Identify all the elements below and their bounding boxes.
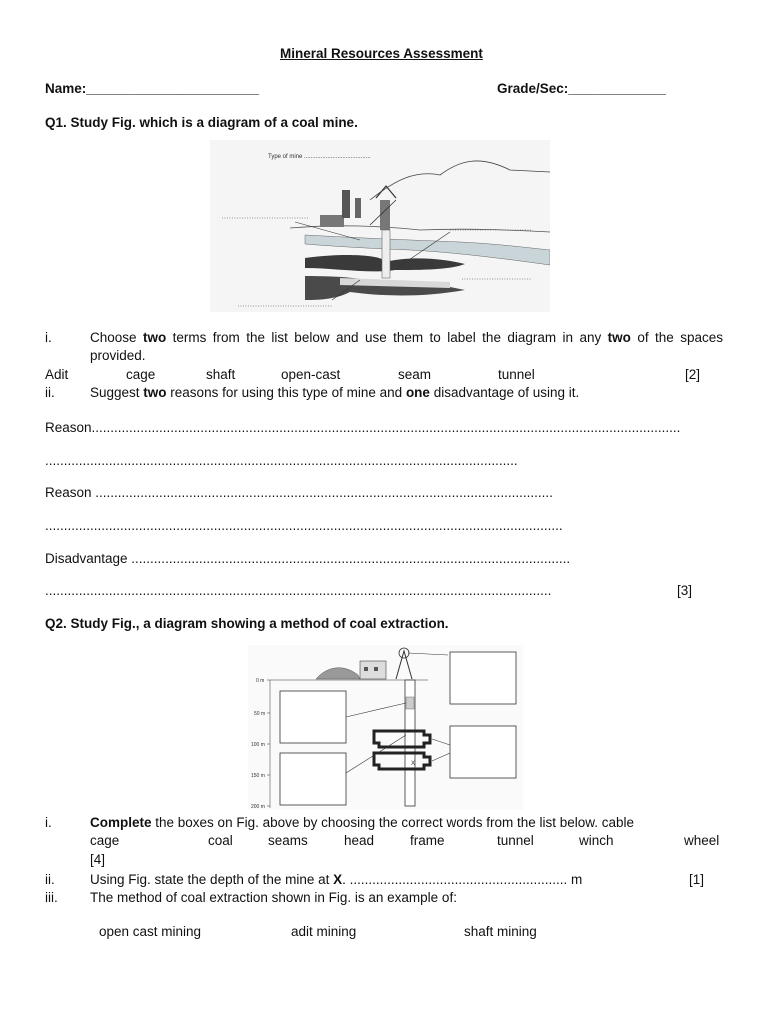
term-list-item: cage xyxy=(126,367,156,382)
term-list-item: tunnel xyxy=(498,367,535,382)
q2-iii-number: iii. xyxy=(45,890,58,905)
depth-label-100: 100 m xyxy=(251,742,265,748)
q1-heading: Q1. Study Fig. which is a diagram of a coal mine. xyxy=(45,115,358,130)
word-list-item: winch xyxy=(579,833,614,848)
word-list-item: coal xyxy=(208,833,233,848)
type-of-mine-label: Type of mine ........................................ xyxy=(268,154,371,160)
coal-extraction-diagram xyxy=(248,645,523,810)
answer-box-1[interactable] xyxy=(280,691,346,743)
term-list-item: shaft xyxy=(206,367,236,382)
q1-ii-marks: [3] xyxy=(677,583,693,598)
word-list-item: head xyxy=(344,833,375,848)
term-list-item: open-cast xyxy=(281,367,341,382)
option-adit-mining[interactable]: adit mining xyxy=(291,924,357,939)
q1-i-marks: [2] xyxy=(685,367,701,382)
q2-i-number: i. xyxy=(45,815,52,830)
depth-label-50: 50 m xyxy=(254,711,266,717)
word-list-item: cage xyxy=(90,833,120,848)
disadvantage-continuation-line[interactable]: ....................................................................................................................................... xyxy=(45,583,552,598)
name-field[interactable]: Name:_______________________ xyxy=(45,81,259,96)
q2-heading: Q2. Study Fig., a diagram showing a method of coal extraction. xyxy=(45,616,449,631)
q1-i-number: i. xyxy=(45,330,52,345)
q2-iii-text: The method of coal extraction shown in Fig. is an example of: xyxy=(90,890,457,905)
reason-2-answer-line[interactable]: Reason .......................................................................................................................... xyxy=(45,485,553,500)
term-list-item: seam xyxy=(398,367,432,382)
q2-ii-number: ii. xyxy=(45,872,55,887)
word-list-item: wheel xyxy=(684,833,720,848)
q2-i-text: Complete the boxes on Fig. above by choosing the correct words from the list below. cable xyxy=(90,815,635,830)
q1-ii-number: ii. xyxy=(45,385,55,400)
reason-2-continuation-line[interactable]: .......................................................................................................................................... xyxy=(45,518,563,533)
word-list-item: seams xyxy=(268,833,308,848)
q2-i-marks: [4] xyxy=(90,852,106,867)
term-list-item: Adit xyxy=(45,367,69,382)
grade-section-field[interactable]: Grade/Sec:_____________ xyxy=(497,81,666,96)
page-title: Mineral Resources Assessment xyxy=(280,46,483,61)
reason-1-continuation-line[interactable]: .............................................................................................................................. xyxy=(45,453,518,468)
q1-ii-text: Suggest two reasons for using this type of mine and one disadvantage of using it. xyxy=(90,385,580,400)
answer-box-3[interactable] xyxy=(450,652,516,704)
answer-box-4[interactable] xyxy=(450,726,516,778)
word-list-item: frame xyxy=(410,833,445,848)
q2-ii-text[interactable]: Using Fig. state the depth of the mine at X. .......................................................... m xyxy=(90,872,583,887)
disadvantage-answer-line[interactable]: Disadvantage ..................................................................................................................... xyxy=(45,551,571,566)
reason-1-answer-line[interactable]: Reason............................................................................................................................................................. xyxy=(45,420,681,435)
answer-box-2[interactable] xyxy=(280,753,346,805)
option-shaft-mining[interactable]: shaft mining xyxy=(464,924,537,939)
option-open-cast-mining[interactable]: open cast mining xyxy=(99,924,202,939)
coal-mine-diagram xyxy=(210,140,550,312)
depth-label-0: 0 m xyxy=(256,678,265,684)
depth-label-200: 200 m xyxy=(251,804,265,810)
q1-i-text: Choose two terms from the list below and use them to label the diagram in any two of the spaces provided. xyxy=(90,330,723,363)
q2-ii-marks: [1] xyxy=(689,872,705,887)
depth-label-150: 150 m xyxy=(251,773,265,779)
word-list-item: tunnel xyxy=(497,833,534,848)
x-marker-label: X xyxy=(411,761,416,767)
